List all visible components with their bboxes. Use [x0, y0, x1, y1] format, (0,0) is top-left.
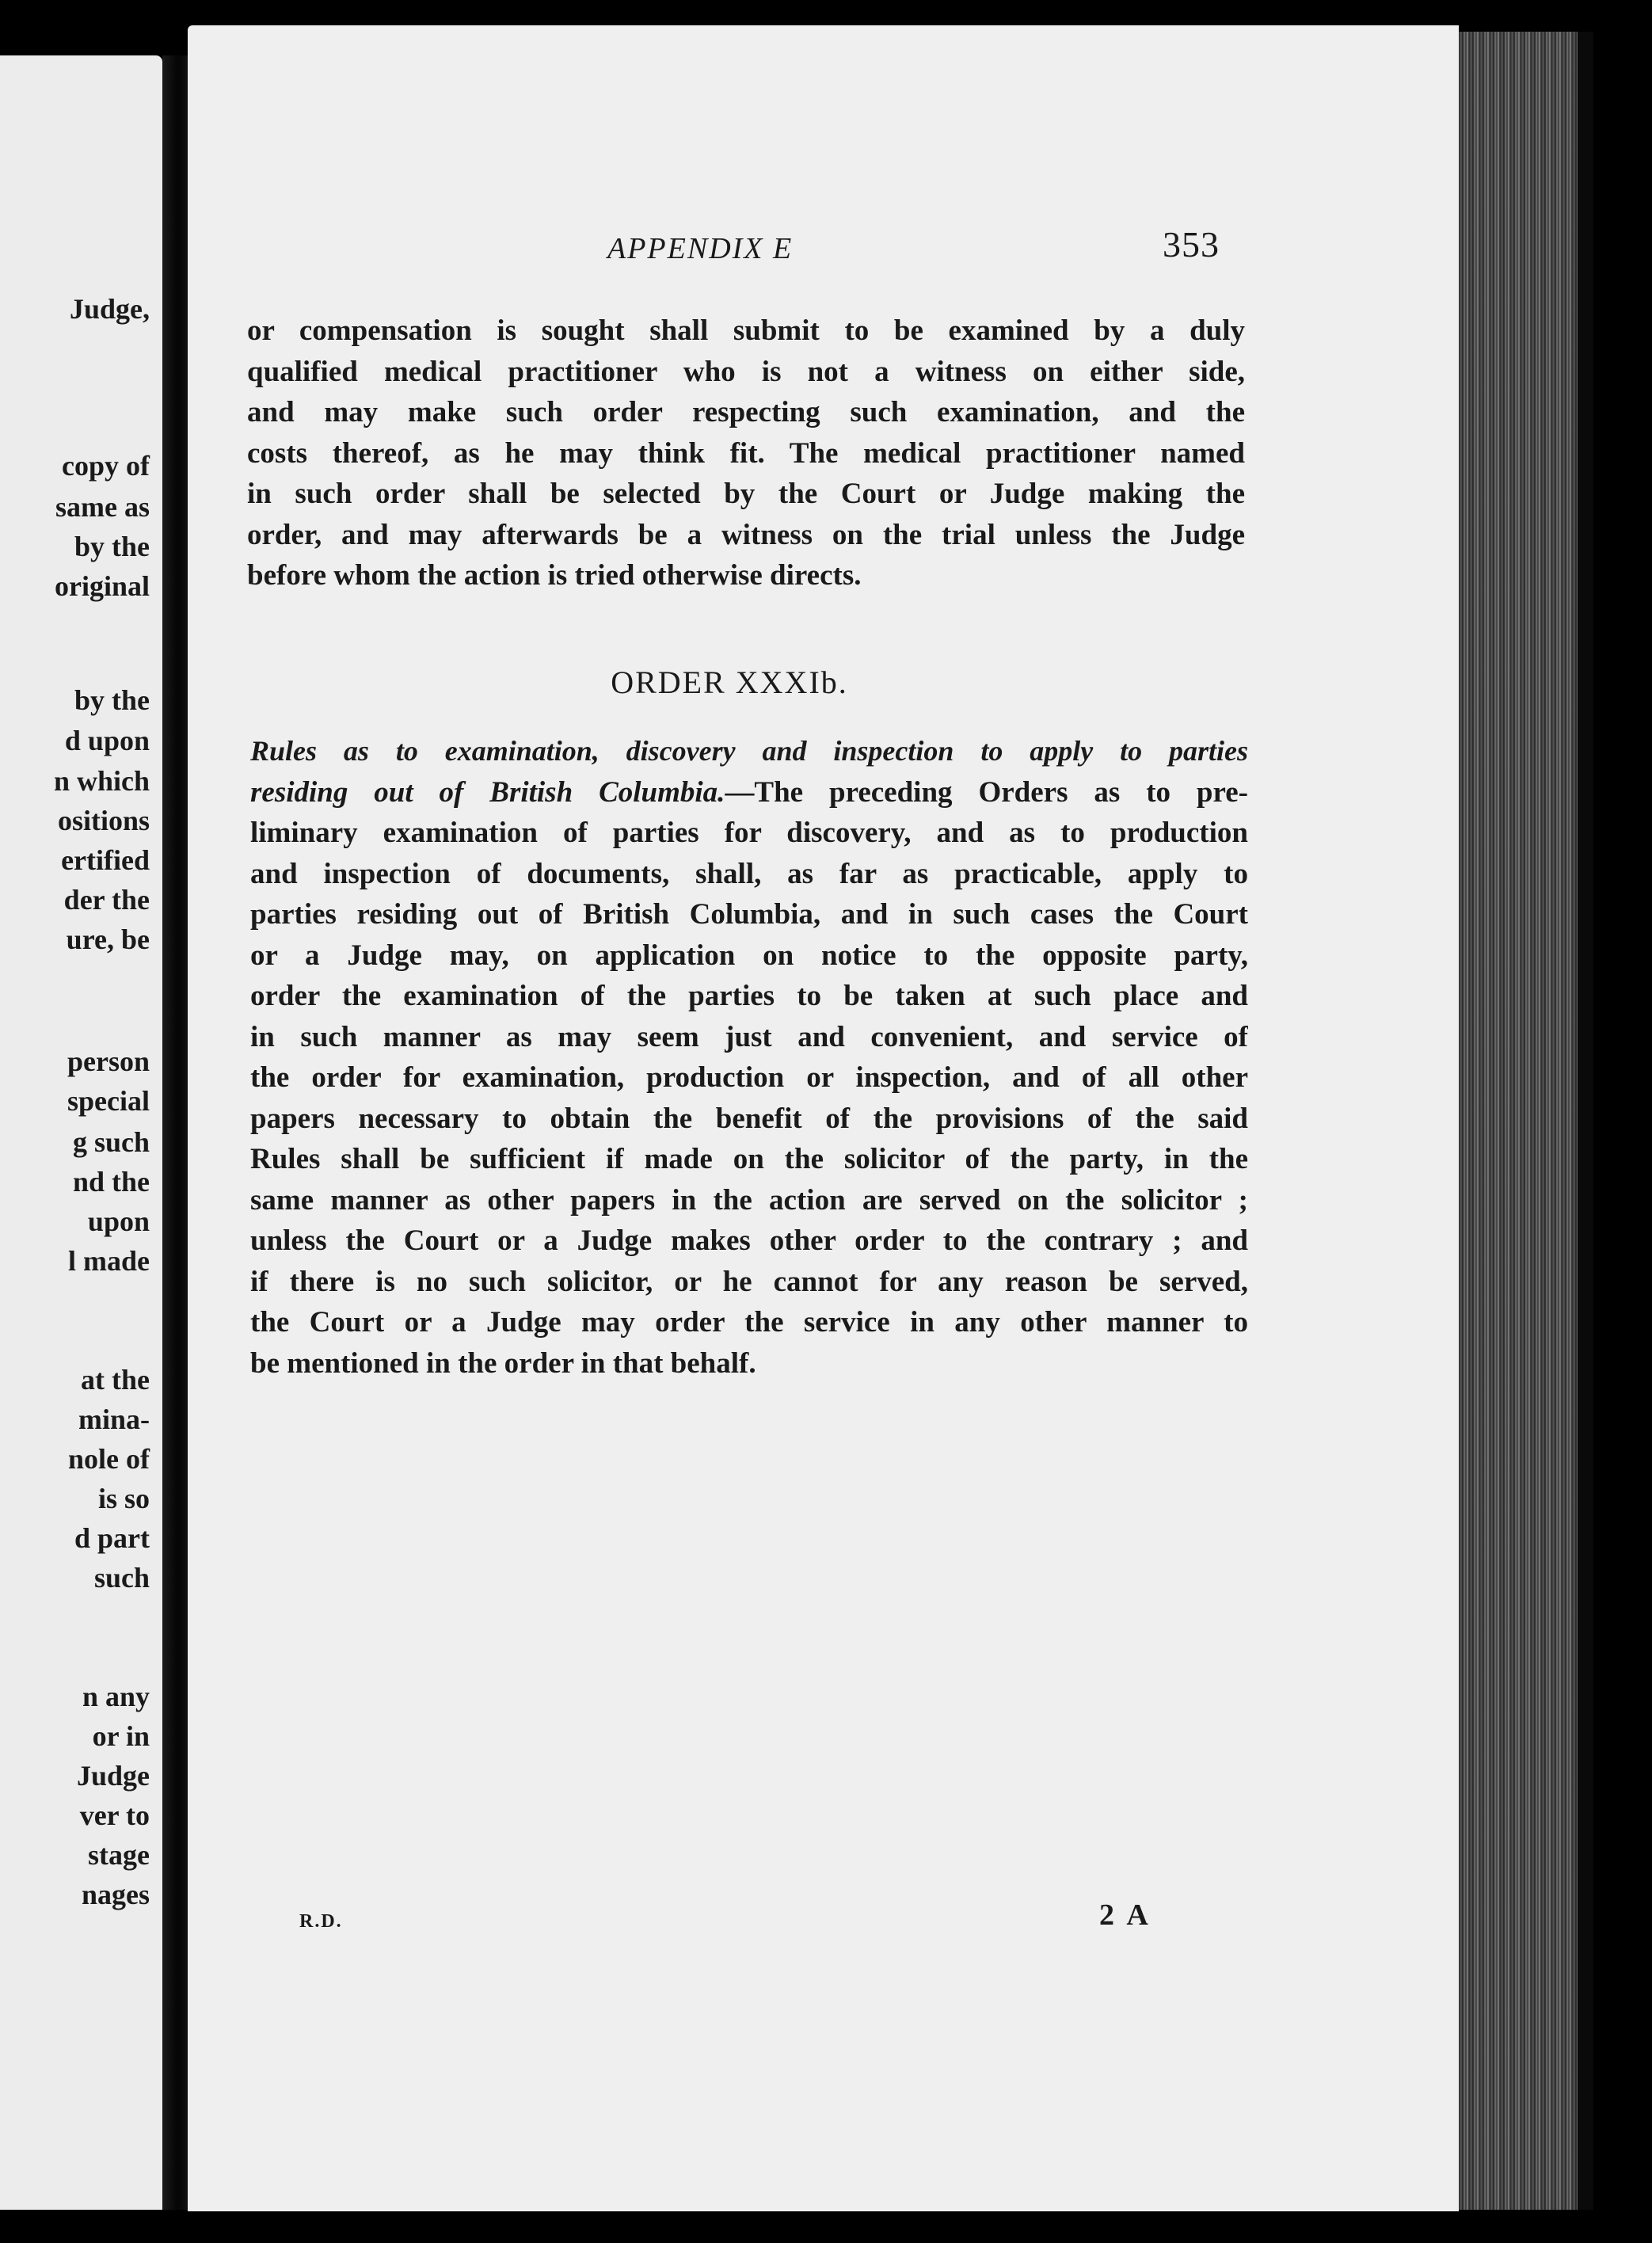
text-line: order, and may afterwards be a witness on the trial unless the Judge [247, 518, 1245, 551]
text-line: and may make such order respecting such examination, and the [247, 396, 1245, 428]
rule-title-line: Rules as to examination, discovery and inspection to apply to parties [250, 735, 1248, 767]
signature-mark-right: 2 A [1099, 1898, 1151, 1932]
left-page-line: such [93, 1562, 150, 1594]
left-page-line: nole of [68, 1443, 150, 1475]
rule-title-end: residing out of British Columbia. [250, 775, 725, 809]
order-paragraph [250, 731, 1248, 1384]
left-page-line: upon [87, 1205, 150, 1237]
page-edges [1459, 32, 1593, 2210]
left-page-line: mina- [78, 1403, 150, 1435]
left-page-line: is so [97, 1483, 150, 1514]
text-line: the Court or a Judge may order the service in any other manner to [250, 1306, 1248, 1339]
text-line: if there is no such solicitor, or he cannot for any reason be served, [250, 1265, 1248, 1298]
text-line: and inspection of documents, shall, as far as practicable, apply to [250, 857, 1248, 890]
text-line: same manner as other papers in the action are served on the solicitor ; [250, 1183, 1248, 1217]
paragraph-continued [247, 310, 1245, 596]
text-line: or compensation is sought shall submit to be examined by a duly [247, 314, 1245, 347]
left-page-line: by the [74, 531, 150, 562]
order-heading: ORDER XXXIb. [611, 665, 848, 700]
text-line: in such order shall be selected by the Court or Judge making the [247, 478, 1245, 510]
left-page-line: stage [88, 1839, 150, 1871]
text-line: before whom the action is tried otherwise directs. [247, 559, 862, 592]
text-line: liminary examination of parties for discovery, and as to production [250, 817, 1248, 849]
left-facing-page [0, 55, 162, 2210]
left-page-line: l made [68, 1245, 150, 1277]
text-line: Rules shall be sufficient if made on the solicitor of the party, in the [250, 1143, 1248, 1175]
left-page-line: der the [63, 884, 150, 916]
left-page-line: ositions [57, 805, 150, 836]
left-page-line: ver to [79, 1799, 150, 1831]
book-gutter [162, 55, 188, 2210]
left-page-line: g such [72, 1126, 150, 1158]
text-line: unless the Court or a Judge makes other order to the contrary ; and [250, 1224, 1248, 1257]
left-page-line: ure, be [66, 923, 150, 955]
text-line: papers necessary to obtain the benefit of the provisions of the said [250, 1102, 1248, 1135]
text-line: order the examination of the parties to be taken at such place and [250, 980, 1248, 1012]
left-page-line: copy of [62, 450, 150, 482]
text-line: costs thereof, as he may think fit. The medical practitioner named [247, 436, 1245, 470]
text-line: or a Judge may, on application on notice to the opposite party, [250, 939, 1248, 972]
page-number: 353 [1163, 224, 1220, 265]
left-page-line: d upon [64, 725, 150, 756]
left-page-line: same as [55, 491, 150, 523]
text-line-rest: —The preceding Orders as to pre- [725, 775, 1248, 809]
left-page-line: Judge [76, 1760, 150, 1792]
running-head: APPENDIX E [607, 232, 794, 265]
text-line [250, 772, 1248, 813]
left-page-line: person [67, 1045, 150, 1077]
left-page-line: original [54, 570, 150, 602]
signature-mark-left: R.D. [299, 1911, 343, 1932]
left-page-line: by the [74, 684, 150, 716]
left-page-line: d part [74, 1522, 150, 1554]
left-page-line: n any [82, 1681, 150, 1712]
text-line: in such manner as may seem just and convenient, and service of [250, 1020, 1248, 1053]
left-page-line: ertified [61, 844, 150, 876]
left-page-line: at the [81, 1364, 150, 1396]
left-page-line: special [67, 1085, 150, 1117]
text-line: parties residing out of British Columbia, and in such cases the Court [250, 898, 1248, 931]
text-line: qualified medical practitioner who is not a witness on either side, [247, 355, 1245, 388]
left-page-line: or in [92, 1720, 150, 1752]
left-page-line: nages [81, 1879, 150, 1910]
left-page-line: Judge, [69, 293, 150, 325]
left-page-line: n which [53, 765, 150, 797]
left-page-line: nd the [72, 1166, 150, 1198]
text-line: be mentioned in the order in that behalf. [250, 1346, 756, 1380]
text-line: the order for examination, production or inspection, and of all other [250, 1061, 1248, 1094]
